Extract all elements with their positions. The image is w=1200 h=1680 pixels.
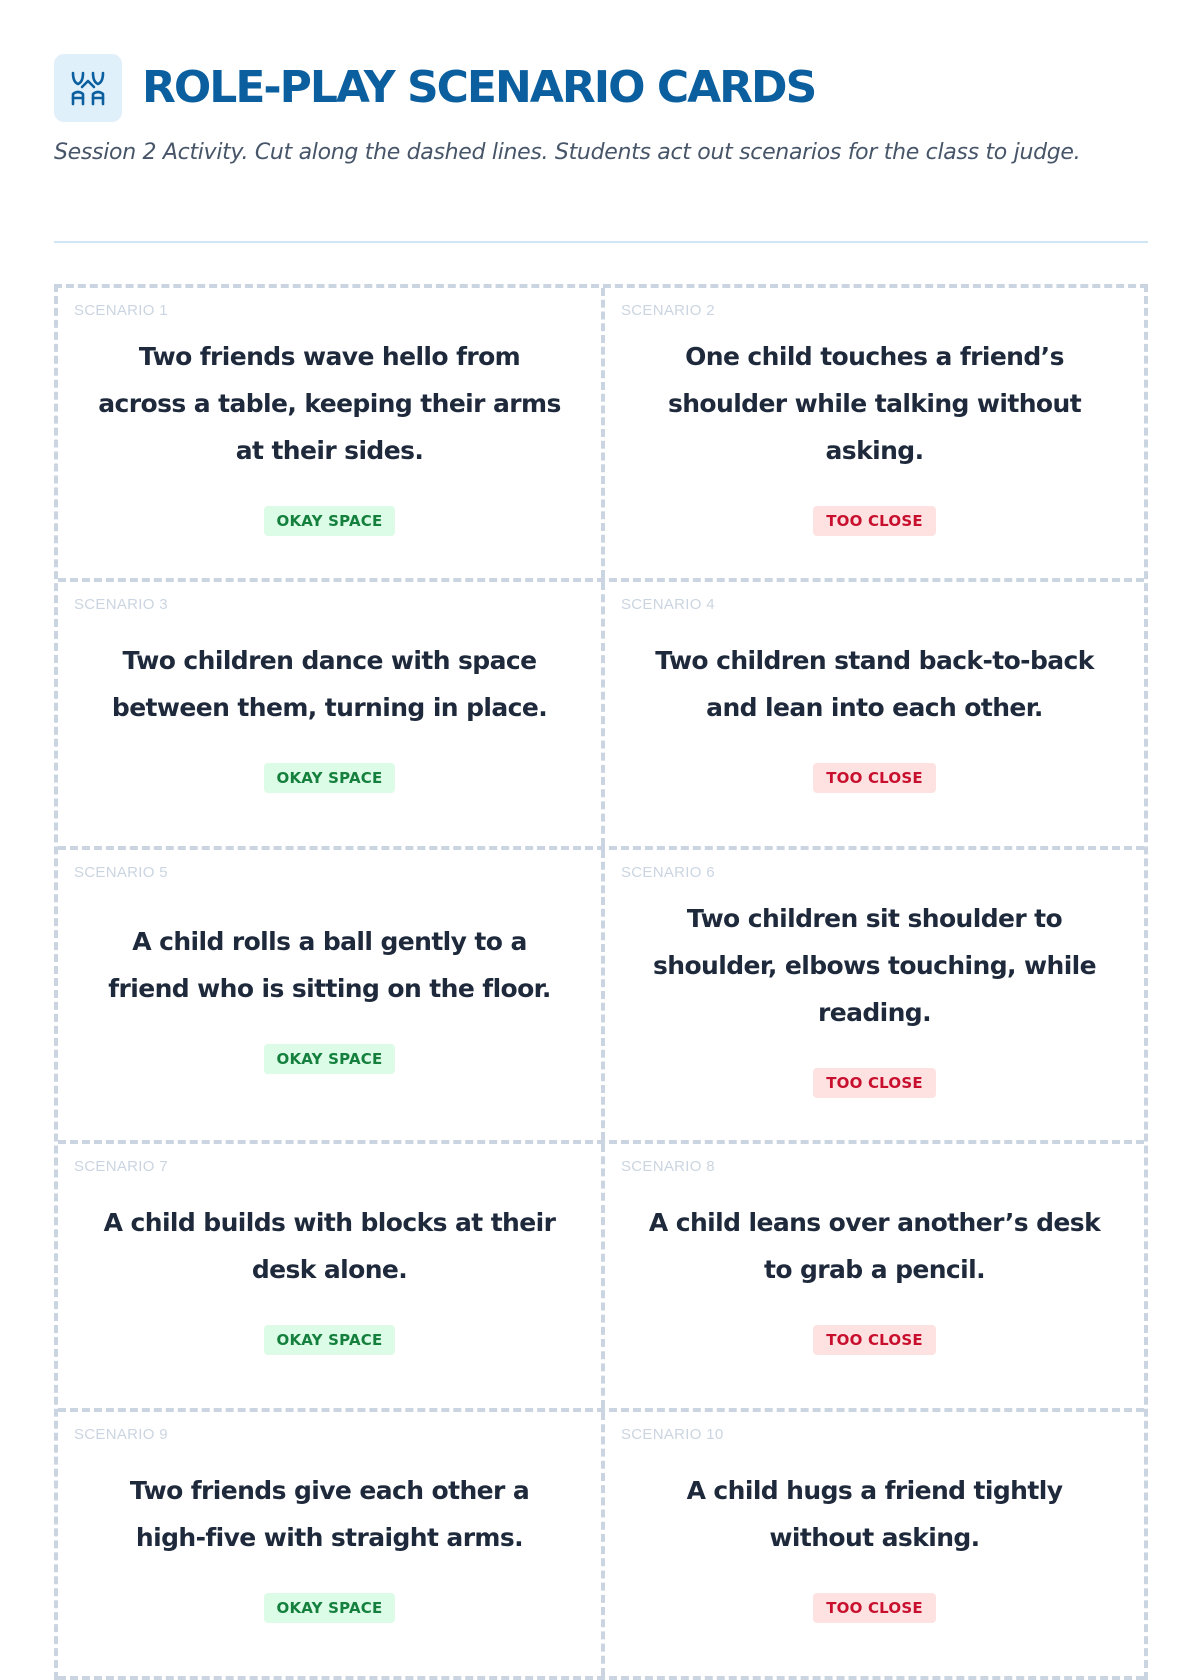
scenario-number: SCENARIO 10 bbox=[621, 1426, 724, 1443]
scenario-card bbox=[601, 1412, 1144, 1676]
okay-space-badge: OKAY SPACE bbox=[264, 506, 396, 536]
scenario-text: Two children dance with space between them, turning in place. bbox=[111, 646, 548, 722]
card-row bbox=[58, 582, 1144, 850]
scenario-number: SCENARIO 1 bbox=[74, 302, 168, 319]
scenario-card bbox=[58, 582, 601, 846]
page-header bbox=[54, 54, 815, 122]
okay-space-badge: OKAY SPACE bbox=[264, 1593, 396, 1623]
scenario-number: SCENARIO 7 bbox=[74, 1158, 168, 1175]
scenario-text: Two friends wave hello from across a table, keeping their arms at their sides. bbox=[98, 341, 561, 465]
theater-masks-icon bbox=[54, 54, 122, 122]
scenario-card bbox=[58, 1144, 601, 1408]
header-divider bbox=[54, 241, 1148, 243]
scenario-number: SCENARIO 8 bbox=[621, 1158, 715, 1175]
card-row bbox=[58, 1144, 1144, 1412]
scenario-text: A child leans over another’s desk to grab a pencil. bbox=[648, 1208, 1101, 1284]
scenario-text: Two friends give each other a high-five with straight arms. bbox=[129, 1476, 530, 1552]
scenario-card bbox=[601, 288, 1144, 578]
scenario-number: SCENARIO 4 bbox=[621, 596, 715, 613]
scenario-text: A child builds with blocks at their desk alone. bbox=[103, 1208, 556, 1284]
scenario-number: SCENARIO 3 bbox=[74, 596, 168, 613]
okay-space-badge: OKAY SPACE bbox=[264, 1044, 396, 1074]
okay-space-badge: OKAY SPACE bbox=[264, 763, 396, 793]
page-subtitle: Session 2 Activity. Cut along the dashed lines. Students act out scenarios for the class to judge. bbox=[54, 140, 1081, 165]
too-close-badge: TOO CLOSE bbox=[813, 1068, 936, 1098]
card-row bbox=[58, 1412, 1144, 1680]
scenario-text: Two children sit shoulder to shoulder, elbows touching, while reading. bbox=[653, 903, 1096, 1027]
scenario-card bbox=[601, 850, 1144, 1140]
card-row bbox=[58, 850, 1144, 1144]
too-close-badge: TOO CLOSE bbox=[813, 1325, 936, 1355]
scenario-card bbox=[58, 288, 601, 578]
card-row bbox=[58, 288, 1144, 582]
scenario-card bbox=[58, 1412, 601, 1676]
scenario-text: A child rolls a ball gently to a friend who is sitting on the floor. bbox=[108, 927, 551, 1003]
okay-space-badge: OKAY SPACE bbox=[264, 1325, 396, 1355]
scenario-number: SCENARIO 2 bbox=[621, 302, 715, 319]
too-close-badge: TOO CLOSE bbox=[813, 1593, 936, 1623]
scenario-card bbox=[58, 850, 601, 1140]
scenario-text: One child touches a friend’s shoulder while talking without asking. bbox=[667, 341, 1082, 465]
too-close-badge: TOO CLOSE bbox=[813, 506, 936, 536]
scenario-text: A child hugs a friend tightly without asking. bbox=[686, 1476, 1063, 1552]
scenario-text: Two children stand back-to-back and lean into each other. bbox=[655, 646, 1094, 722]
scenario-number: SCENARIO 9 bbox=[74, 1426, 168, 1443]
too-close-badge: TOO CLOSE bbox=[813, 763, 936, 793]
scenario-card bbox=[601, 1144, 1144, 1408]
page-title: ROLE-PLAY SCENARIO CARDS bbox=[142, 62, 816, 113]
scenario-card-grid bbox=[54, 284, 1148, 1680]
scenario-card bbox=[601, 582, 1144, 846]
scenario-number: SCENARIO 5 bbox=[74, 864, 168, 881]
scenario-number: SCENARIO 6 bbox=[621, 864, 715, 881]
